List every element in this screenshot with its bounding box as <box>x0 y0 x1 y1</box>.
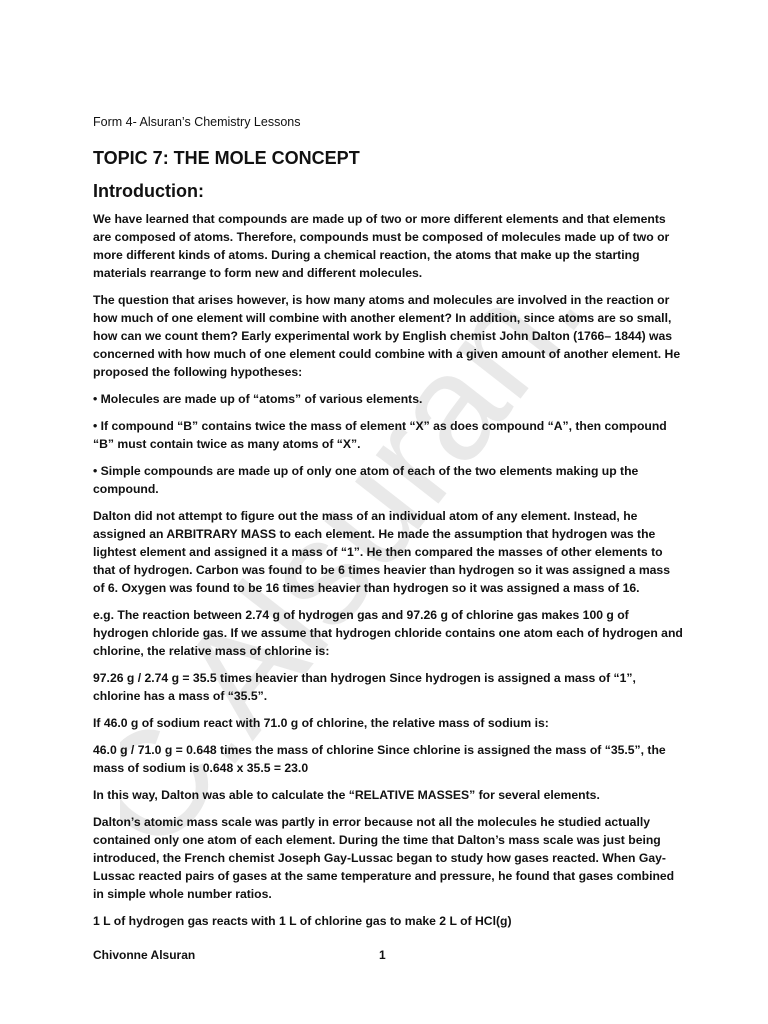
watermark-text: C.Alsuran. <box>120 300 617 880</box>
paragraph-gay-lussac: Dalton’s atomic mass scale was partly in error because not all the molecules he studied actually contained only one atom of each element. During the time that Dalton’s mass scale was just being introduced, the French chemist Joseph Gay-Lussac began to study how gases reacted. When Gay-Lussac reacted pairs of gases at the same temperature and pressure, he found that gases combined in simple whole number ratios. <box>93 815 675 901</box>
paragraph-sodium-calc: 46.0 g / 71.0 g = 0.648 times the mass of chlorine Since chlorine is assigned the mass of “35.5”, the mass of sodium is 0.648 x 35.5 = 23.0 <box>93 743 666 775</box>
bullet-hypothesis-3: • Simple compounds are made up of only one atom of each of the two elements making up the compound. <box>93 464 639 496</box>
paragraph-arbitrary-mass: Dalton did not attempt to figure out the mass of an individual atom of any element. Instead, he assigned an ARBITRARY MASS to each element. He made the assumption that hydrogen was the lightest element and assigned it a mass of “1”. He then compared the masses of other elements to that of hydrogen. Carbon was found to be 6 times heavier than hydrogen so it was assigned a mass of 6. Oxygen was found to be 16 times heavier than hydrogen so it was assigned a mass of 16. <box>93 509 670 595</box>
paragraph-relative-masses: In this way, Dalton was able to calculate the “RELATIVE MASSES” for several elements. <box>93 788 600 802</box>
bullet-hypothesis-2: • If compound “B” contains twice the mass of element “X” as does compound “A”, then compound “B” must contain twice as many atoms of “X”. <box>93 419 667 451</box>
section-heading: Introduction: <box>93 181 204 201</box>
paragraph-chlorine-calc: 97.26 g / 2.74 g = 35.5 times heavier than hydrogen Since hydrogen is assigned a mass of “1”, chlorine has a mass of “35.5”. <box>93 671 636 703</box>
paragraph-example: e.g. The reaction between 2.74 g of hydrogen gas and 97.26 g of chlorine gas makes 100 g of hydrogen chloride gas. If we assume that hydrogen chloride contains one atom each of hydrogen and chlorine, the relative mass of chlorine is: <box>93 608 683 658</box>
paragraph-sodium-intro: If 46.0 g of sodium react with 71.0 g of chlorine, the relative mass of sodium is: <box>93 716 549 730</box>
paragraph-intro: We have learned that compounds are made up of two or more different elements and that elements are composed of atoms. Therefore, compounds must be composed of molecules made up of two or more different kinds of atoms. During a chemical reaction, the atoms that make up the starting materials rearrange to form new and different molecules. <box>93 212 670 280</box>
paragraph-question: The question that arises however, is how many atoms and molecules are involved in the reaction or how much of one element will combine with another element? In addition, since atoms are so small, how can we count them? Early experimental work by English chemist John Dalton (1766– 1844) was concerned with how much of one element could combine with a given amount of another element. He proposed the following hypotheses: <box>93 293 681 379</box>
document-body <box>93 114 683 939</box>
bullet-hypothesis-1: • Molecules are made up of “atoms” of various elements. <box>93 392 423 406</box>
paragraph-hcl-reaction: 1 L of hydrogen gas reacts with 1 L of chlorine gas to make 2 L of HCl(g) <box>93 914 512 928</box>
page-title: TOPIC 7: THE MOLE CONCEPT <box>93 148 360 168</box>
footer-author: Chivonne Alsuran <box>93 948 196 962</box>
page-number: 1 <box>379 948 386 962</box>
document-header: Form 4- Alsuran’s Chemistry Lessons <box>93 115 301 129</box>
